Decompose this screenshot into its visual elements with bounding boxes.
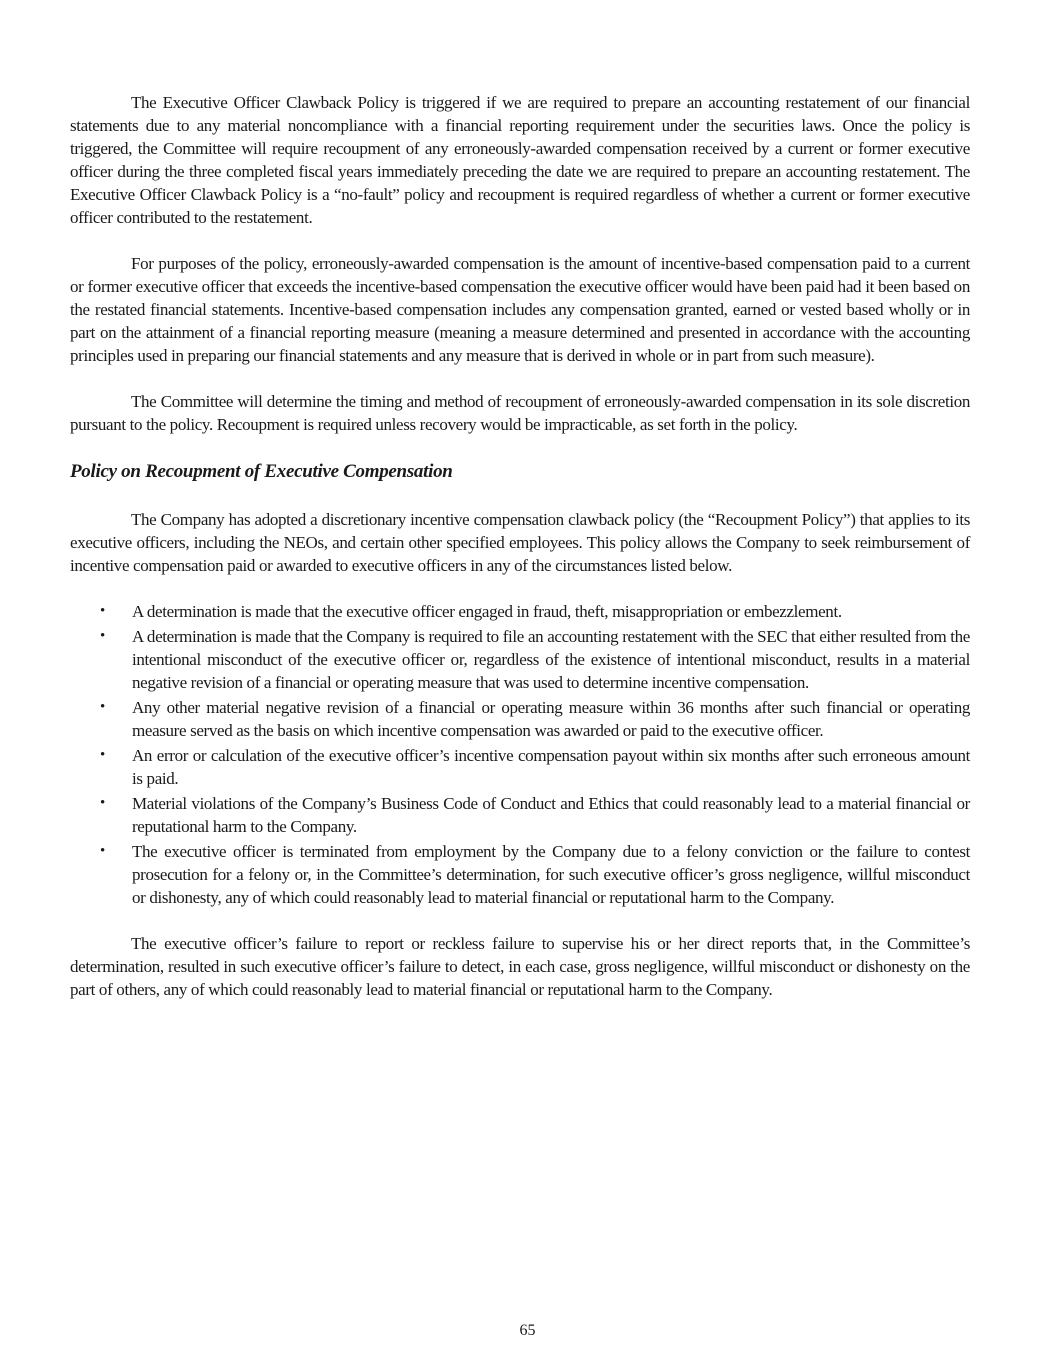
paragraph-failure-to-supervise: The executive officer’s failure to report or reckless failure to supervise his or her direct reports that, in the Committee’s determination, resulted in such executive officer’s failure to detect, in each case, gross negligence, willful misconduct or dishonesty on the part of others, any of which could reasonably lead to material financial or reputational harm to the Company. <box>70 934 970 999</box>
list-item-text: An error or calculation of the executive officer’s incentive compensation payout within six months after such erroneous amount is paid. <box>132 746 970 788</box>
list-item-text: Material violations of the Company’s Business Code of Conduct and Ethics that could reasonably lead to a material financial or reputational harm to the Company. <box>132 794 970 836</box>
list-item-text: The executive officer is terminated from employment by the Company due to a felony conviction or the failure to contest prosecution for a felony or, in the Committee’s determination, for such executive officer’s gross negligence, willful misconduct or dishonesty, any of which could reasonably lead to material financial or reputational harm to the Company. <box>132 842 970 907</box>
paragraph-recoupment-timing: The Committee will determine the timing and method of recoupment of erroneously-awarded compensation in its sole discretion pursuant to the policy. Recoupment is required unless recovery would be impracticable, as set forth in the policy. <box>70 392 970 434</box>
section-heading: Policy on Recoupment of Executive Compensation <box>70 461 453 482</box>
list-item <box>70 625 970 694</box>
page-number: 65 <box>519 1322 536 1339</box>
list-item <box>70 792 970 838</box>
bullet-icon: • <box>100 603 105 619</box>
paragraph-clawback-trigger: The Executive Officer Clawback Policy is triggered if we are required to prepare an accounting restatement of our financial statements due to any material noncompliance with a financial reporting requirement under the securities laws. Once the policy is triggered, the Committee will require recoupment of any erroneously-awarded compensation received by a current or former executive officer during the three completed fiscal years immediately preceding the date we are required to prepare an accounting restatement. The Executive Officer Clawback Policy is a “no-fault” policy and recoupment is required regardless of whether a current or former executive officer contributed to the restatement. <box>70 93 970 227</box>
paragraph-recoupment-policy-intro: The Company has adopted a discretionary incentive compensation clawback policy (the “Recoupment Policy”) that applies to its executive officers, including the NEOs, and certain other specified employees. This policy allows the Company to seek reimbursement of incentive compensation paid or awarded to executive officers in any of the circumstances listed below. <box>70 510 970 575</box>
bullet-icon: • <box>100 747 105 763</box>
list-item-text: A determination is made that the Company is required to file an accounting restatement with the SEC that either resulted from the intentional misconduct of the executive officer or, regardless of the existence of intentional misconduct, results in a material negative revision of a financial or operating measure that was used to determine incentive compensation. <box>132 627 970 692</box>
document-page <box>70 91 970 1024</box>
list-item <box>70 840 970 909</box>
list-item <box>70 600 970 623</box>
bullet-icon: • <box>100 628 105 644</box>
bullet-icon: • <box>100 843 105 859</box>
circumstances-list <box>70 600 970 909</box>
list-item <box>70 744 970 790</box>
bullet-icon: • <box>100 795 105 811</box>
bullet-icon: • <box>100 699 105 715</box>
paragraph-erroneous-compensation-definition: For purposes of the policy, erroneously-awarded compensation is the amount of incentive-based compensation paid to a current or former executive officer that exceeds the incentive-based compensation the executive officer would have been paid had it been based on the restated financial statements. Incentive-based compensation includes any compensation granted, earned or vested based wholly or in part on the attainment of a financial reporting measure (meaning a measure determined and presented in accordance with the accounting principles used in preparing our financial statements and any measure that is derived in whole or in part from such measure). <box>70 254 970 365</box>
list-item <box>70 696 970 742</box>
list-item-text: A determination is made that the executive officer engaged in fraud, theft, misappropriation or embezzlement. <box>132 602 842 621</box>
list-item-text: Any other material negative revision of a financial or operating measure within 36 months after such financial or operating measure served as the basis on which incentive compensation was awarded or paid to the executive officer. <box>132 698 970 740</box>
